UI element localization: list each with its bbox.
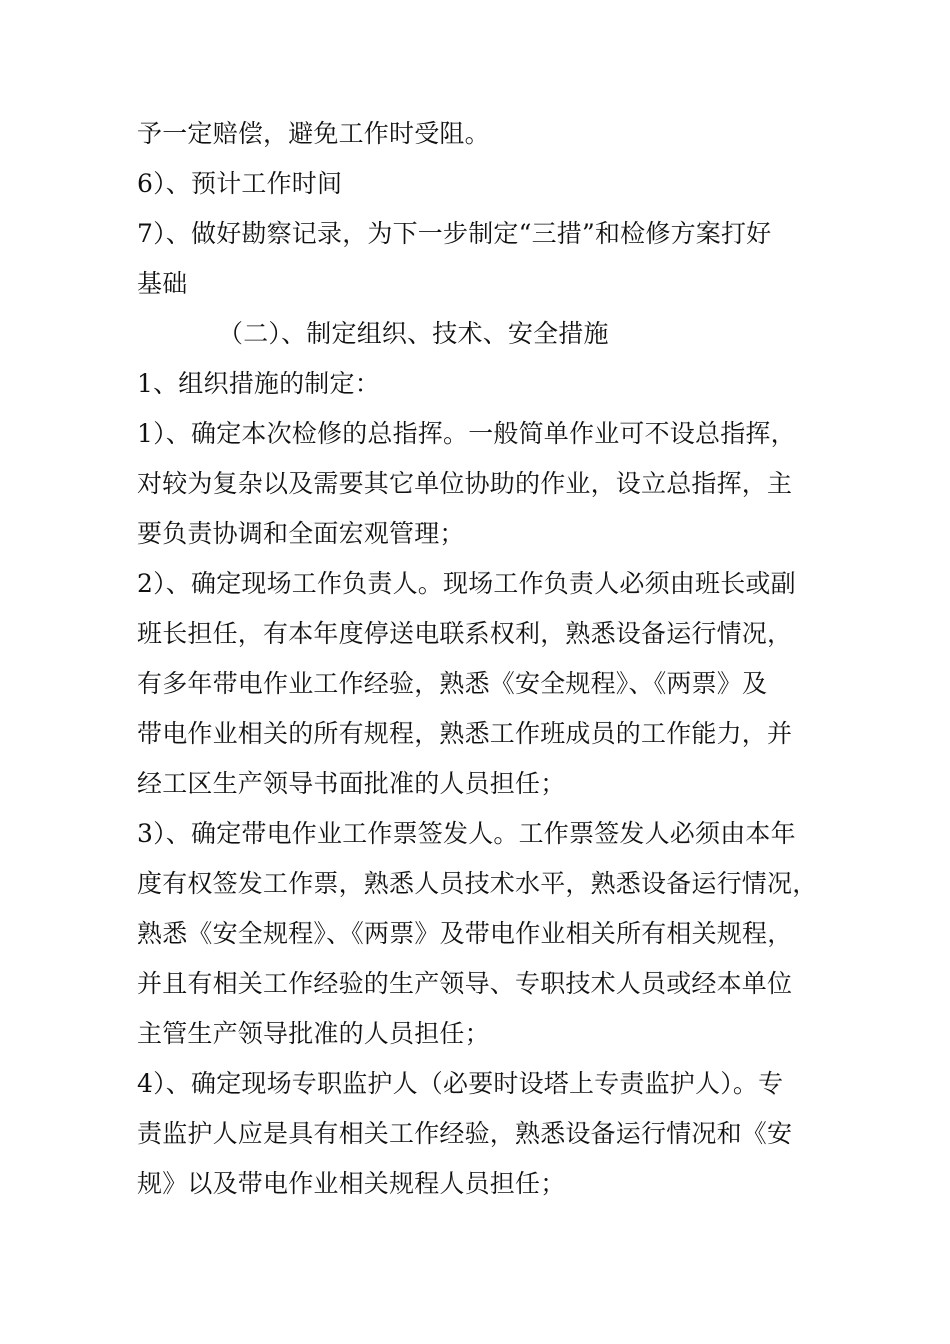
subsection-heading: 1、组织措施的制定： bbox=[137, 369, 380, 398]
text-line: 经工区生产领导书面批准的人员担任； bbox=[137, 769, 566, 798]
text-line: 有多年带电作业工作经验，熟悉《安全规程》、《两票》及 bbox=[137, 669, 768, 698]
text-line: 要负责协调和全面宏观管理； bbox=[137, 519, 465, 548]
list-item-6: 6）、预计工作时间 bbox=[137, 169, 343, 198]
text-line: 带电作业相关的所有规程，熟悉工作班成员的工作能力，并 bbox=[137, 719, 793, 748]
text-line: 规》以及带电作业相关规程人员担任； bbox=[137, 1169, 566, 1198]
list-item-4: 4）、确定现场专职监护人（必要时设塔上专责监护人）。专 bbox=[137, 1069, 784, 1098]
text-line: 对较为复杂以及需要其它单位协助的作业，设立总指挥，主 bbox=[137, 469, 793, 498]
list-item-1: 1）、确定本次检修的总指挥。一般简单作业可不设总指挥， bbox=[137, 419, 796, 448]
list-item-3: 3）、确定带电作业工作票签发人。工作票签发人必须由本年 bbox=[137, 819, 796, 848]
text-line: 熟悉《安全规程》、《两票》及带电作业相关所有相关规程， bbox=[137, 919, 793, 948]
text-line: 主管生产领导批准的人员担任； bbox=[137, 1019, 490, 1048]
list-item-2: 2）、确定现场工作负责人。现场工作负责人必须由班长或副 bbox=[137, 569, 796, 598]
text-line: 责监护人应是具有相关工作经验，熟悉设备运行情况和《安 bbox=[137, 1119, 793, 1148]
text-line: 予一定赔偿，避免工作时受阻。 bbox=[137, 119, 490, 148]
text-line: 度有权签发工作票，熟悉人员技术水平，熟悉设备运行情况， bbox=[137, 869, 818, 898]
text-line: 基础 bbox=[137, 269, 188, 298]
text-line: 班长担任，有本年度停送电联系权利，熟悉设备运行情况， bbox=[137, 619, 793, 648]
section-heading: （二）、制定组织、技术、安全措施 bbox=[218, 319, 609, 348]
list-item-7: 7）、做好勘察记录，为下一步制定“三措”和检修方案打好 bbox=[137, 219, 772, 248]
text-line: 并且有相关工作经验的生产领导、专职技术人员或经本单位 bbox=[137, 969, 793, 998]
